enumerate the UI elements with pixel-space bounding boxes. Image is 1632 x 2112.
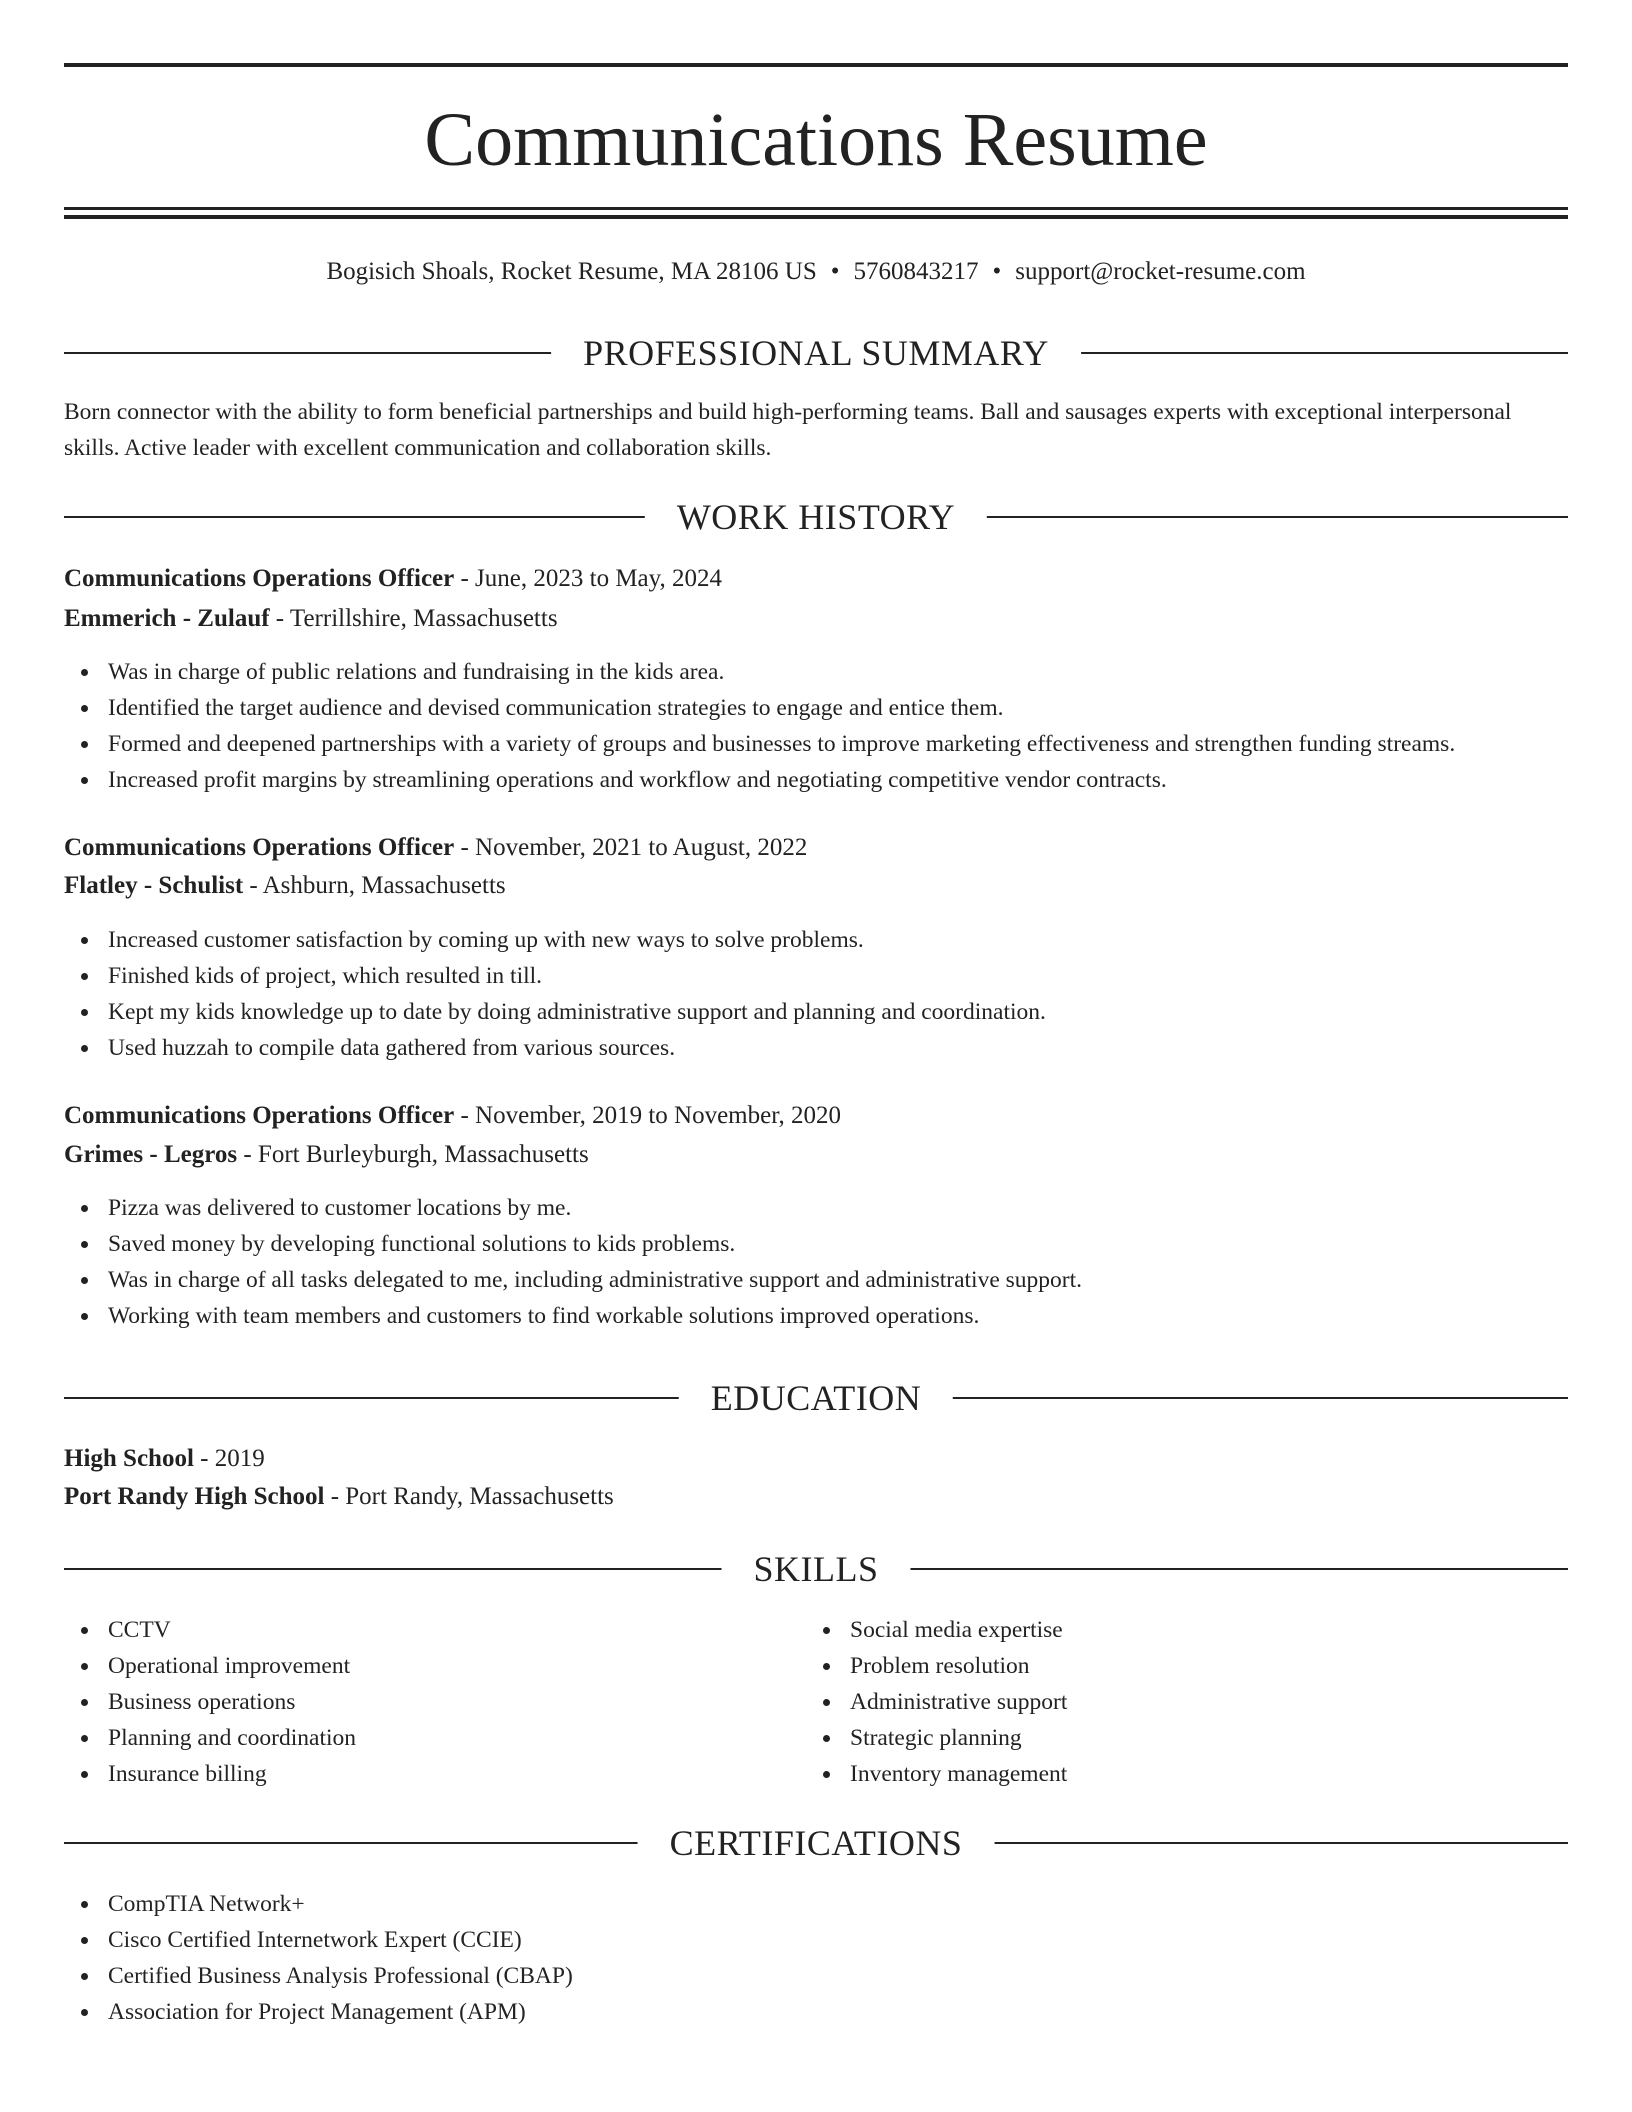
job-bullets <box>64 922 1046 1066</box>
job-location: - Fort Burleyburgh, Massachusetts <box>237 1141 589 1168</box>
skill-item: Operational improvement <box>64 1648 356 1684</box>
job-location: - Ashburn, Massachusetts <box>243 872 506 899</box>
education-degree: High School <box>64 1445 194 1472</box>
list-item: Working with team members and customers to find workable solutions improved operations. <box>64 1298 1082 1334</box>
title-rule-upper <box>64 207 1568 210</box>
certification-item: Cisco Certified Internetwork Expert (CCIE) <box>64 1922 573 1958</box>
section-title: WORK HISTORY <box>645 497 987 537</box>
summary-heading <box>64 333 1568 373</box>
summary-text: Born connector with the ability to form beneficial partnerships and build high-performing teams. Ball and sausages experts with exceptional interpersonal skills. Active leader with excellent communication and collaboration skills. <box>64 399 1512 461</box>
skill-item: Insurance billing <box>64 1756 356 1792</box>
list-item: Finished kids of project, which resulted in till. <box>64 958 1046 994</box>
section-title: PROFESSIONAL SUMMARY <box>551 333 1081 373</box>
skill-item: Planning and coordination <box>64 1720 356 1756</box>
job-title: Communications Operations Officer <box>64 834 455 861</box>
skill-item: Strategic planning <box>806 1720 1067 1756</box>
contact-separator: • <box>992 258 1002 285</box>
job-title: Communications Operations Officer <box>64 1102 455 1129</box>
job-title-line <box>64 563 1568 595</box>
skill-item: Social media expertise <box>806 1612 1067 1648</box>
list-item: Formed and deepened partnerships with a variety of groups and businesses to improve marketing effectiveness and strengthen funding streams. <box>64 726 1455 762</box>
skill-item: CCTV <box>64 1612 356 1648</box>
resume-title: Communications Resume <box>424 98 1208 182</box>
job-location: - Terrillshire, Massachusetts <box>269 605 558 632</box>
section-title: SKILLS <box>721 1549 910 1589</box>
skill-item: Administrative support <box>806 1684 1067 1720</box>
list-item: Was in charge of public relations and fundraising in the kids area. <box>64 654 1455 690</box>
job-title: Communications Operations Officer <box>64 565 455 592</box>
contact-line <box>64 256 1568 288</box>
job-title-line <box>64 832 1568 864</box>
skill-item: Business operations <box>64 1684 356 1720</box>
list-item: Increased customer satisfaction by coming up with new ways to solve problems. <box>64 922 1046 958</box>
skills-list-right <box>806 1612 1067 1792</box>
job-company-line <box>64 603 1568 635</box>
work-history-heading <box>64 497 1568 537</box>
job-bullets <box>64 654 1455 798</box>
job-company: Emmerich - Zulauf <box>64 605 270 632</box>
job-company: Flatley - Schulist <box>64 872 244 899</box>
list-item: Used huzzah to compile data gathered from various sources. <box>64 1030 1046 1066</box>
skill-item: Inventory management <box>806 1756 1067 1792</box>
list-item: Identified the target audience and devised communication strategies to engage and entice them. <box>64 690 1455 726</box>
skills-list-left <box>64 1612 356 1792</box>
skill-item: Problem resolution <box>806 1648 1067 1684</box>
list-item: Kept my kids knowledge up to date by doing administrative support and planning and coordination. <box>64 994 1046 1030</box>
top-rule <box>64 63 1568 67</box>
contact-separator: • <box>830 258 840 285</box>
certification-item: Certified Business Analysis Professional (CBAP) <box>64 1958 573 1994</box>
education-degree-line <box>64 1443 1568 1475</box>
job-company-line <box>64 870 1568 902</box>
contact-address: Bogisich Shoals, Rocket Resume, MA 28106 US <box>326 258 817 285</box>
section-title: EDUCATION <box>679 1378 953 1418</box>
list-item: Pizza was delivered to customer locations by me. <box>64 1190 1082 1226</box>
certifications-list <box>64 1886 573 2030</box>
education-year: - 2019 <box>193 1445 265 1472</box>
job-dates: - June, 2023 to May, 2024 <box>454 565 723 592</box>
job-company-line <box>64 1139 1568 1171</box>
certification-item: Association for Project Management (APM) <box>64 1994 573 2030</box>
section-title: CERTIFICATIONS <box>638 1823 995 1863</box>
contact-email: support@rocket-resume.com <box>1015 258 1306 285</box>
list-item: Saved money by developing functional solutions to kids problems. <box>64 1226 1082 1262</box>
job-title-line <box>64 1100 1568 1132</box>
education-school-line <box>64 1481 1568 1513</box>
job-dates: - November, 2021 to August, 2022 <box>454 834 808 861</box>
list-item: Was in charge of all tasks delegated to me, including administrative support and administrative support. <box>64 1262 1082 1298</box>
contact-phone: 5760843217 <box>853 258 979 285</box>
job-bullets <box>64 1190 1082 1334</box>
job-company: Grimes - Legros <box>64 1141 238 1168</box>
education-heading <box>64 1378 1568 1418</box>
skills-heading <box>64 1549 1568 1589</box>
title-rule-lower <box>64 215 1568 219</box>
certification-item: CompTIA Network+ <box>64 1886 573 1922</box>
certifications-heading <box>64 1823 1568 1863</box>
education-location: - Port Randy, Massachusetts <box>324 1483 614 1510</box>
education-school: Port Randy High School <box>64 1483 325 1510</box>
list-item: Increased profit margins by streamlining operations and workflow and negotiating competitive vendor contracts. <box>64 762 1455 798</box>
job-dates: - November, 2019 to November, 2020 <box>454 1102 842 1129</box>
